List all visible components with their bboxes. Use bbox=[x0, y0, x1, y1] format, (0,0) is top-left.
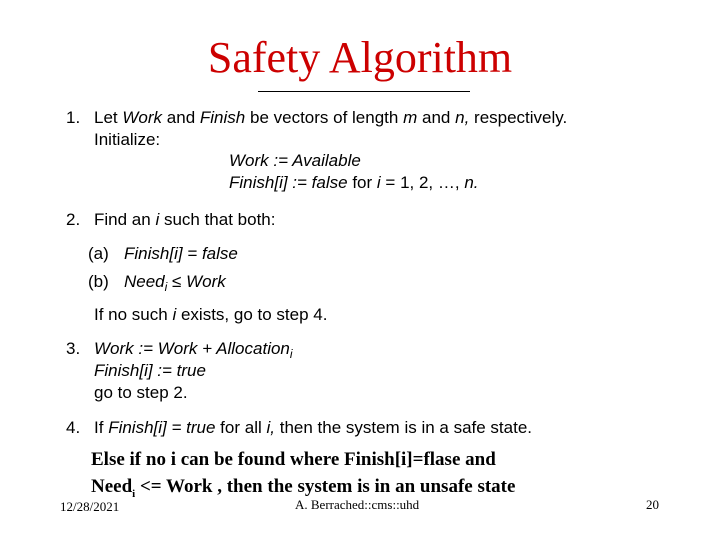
unsafe-note-line2: Need$_i$ <= Work , then the system is in an unsafe state bbox=[91, 476, 516, 500]
step-1-text: Let Work and Finish be vectors of length m and n, respectively. bbox=[94, 108, 568, 127]
step-3-number: 3. bbox=[66, 339, 81, 358]
step-2-text: Find an i such that both: bbox=[94, 210, 276, 229]
step-3-line2: Finish[i] := true bbox=[94, 361, 206, 380]
unsafe-note-line1: Else if no i can be found where Finish[i]=flase and bbox=[91, 449, 496, 470]
step-3-line3: go to step 2. bbox=[94, 383, 188, 402]
step-1-number: 1. bbox=[66, 108, 81, 127]
step-2b-text: Need$_i$ ≤ Work bbox=[124, 272, 226, 294]
step-4-text: If Finish[i] = true for all i, then the system is in a safe state. bbox=[94, 418, 533, 437]
step-2-if-none: If no such i exists, go to step 4. bbox=[94, 305, 328, 324]
slide-title: Safety Algorithm bbox=[207, 33, 513, 82]
footer-author: A. Berrached::cms::uhd bbox=[295, 497, 420, 512]
step-3-line1: Work := Work + Allocation$_i$ bbox=[94, 339, 293, 361]
step-1-init-work: Work := Available bbox=[229, 151, 361, 170]
title-underline bbox=[258, 91, 470, 92]
step-2a-text: Finish[i] = false bbox=[124, 244, 238, 263]
footer-date: 12/28/2021 bbox=[60, 499, 120, 514]
step-2a-label: (a) bbox=[88, 244, 109, 263]
step-1-init-finish: Finish[i] := false for i = 1, 2, …, n. bbox=[229, 173, 479, 192]
footer-page-number: 20 bbox=[646, 497, 659, 512]
step-2-number: 2. bbox=[66, 210, 81, 229]
step-4-number: 4. bbox=[66, 418, 81, 437]
step-2b-label: (b) bbox=[88, 272, 109, 291]
step-1-initialize: Initialize: bbox=[94, 130, 161, 149]
